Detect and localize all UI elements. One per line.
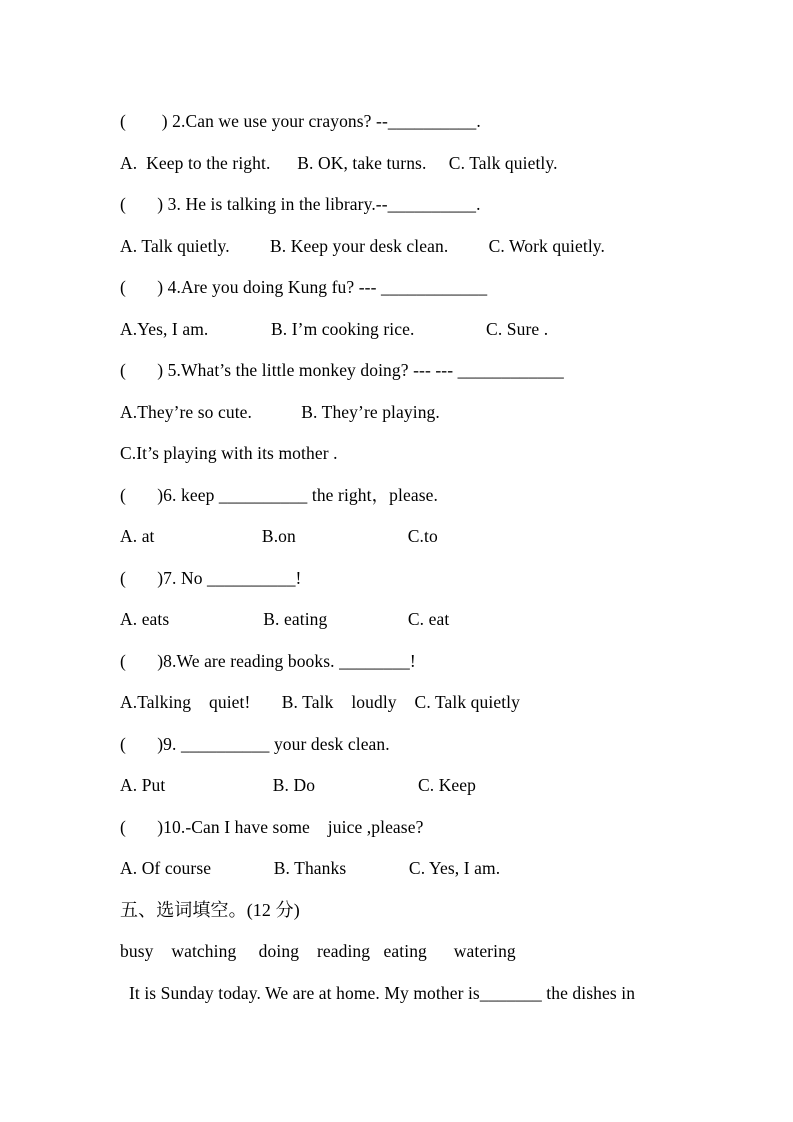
passage-line-1: It is Sunday today. We are at home. My mother is_______ the dishes in — [120, 982, 636, 1003]
question-10: ( )10.-Can I have some juice ,please? — [120, 816, 424, 837]
question-5: ( ) 5.What’s the little monkey doing? --- --- ____________ — [120, 360, 564, 380]
question-7-options: A. eats B. eating C. eat — [120, 609, 450, 629]
question-8: ( )8.We are reading books. ________! — [120, 650, 416, 671]
question-3: ( ) 3. He is talking in the library.--__________. — [120, 194, 481, 214]
question-10-options: A. Of course B. Thanks C. Yes, I am. — [120, 858, 501, 878]
question-4-options: A.Yes, I am. B. I’m cooking rice. C. Sure . — [120, 318, 549, 339]
question-6-options: A. at B.on C.to — [120, 526, 438, 546]
exam-content — [120, 101, 733, 1014]
question-9: ( )9. __________ your desk clean. — [120, 733, 390, 754]
question-2-options: A. Keep to the right. B. OK, take turns. C. Talk quietly. — [120, 152, 558, 173]
question-8-options: A.Talking quiet! B. Talk loudly C. Talk quietly — [120, 692, 520, 712]
question-9-options: A. Put B. Do C. Keep — [120, 775, 477, 795]
question-2: ( ) 2.Can we use your crayons? --__________. — [120, 111, 481, 131]
question-6: ( )6. keep __________ the right，please. — [120, 484, 438, 505]
section-5-header: 五、选词填空。(12 分) — [120, 899, 300, 920]
question-4: ( ) 4.Are you doing Kung fu? --- ____________ — [120, 277, 488, 297]
word-bank: busy watching doing reading eating watering — [120, 941, 516, 961]
question-7: ( )7. No __________! — [120, 567, 302, 588]
question-3-options: A. Talk quietly. B. Keep your desk clean. C. Work quietly. — [120, 235, 605, 256]
question-5-option-c: C.It’s playing with its mother . — [120, 443, 338, 463]
question-5-options-ab: A.They’re so cute. B. They’re playing. — [120, 401, 440, 422]
